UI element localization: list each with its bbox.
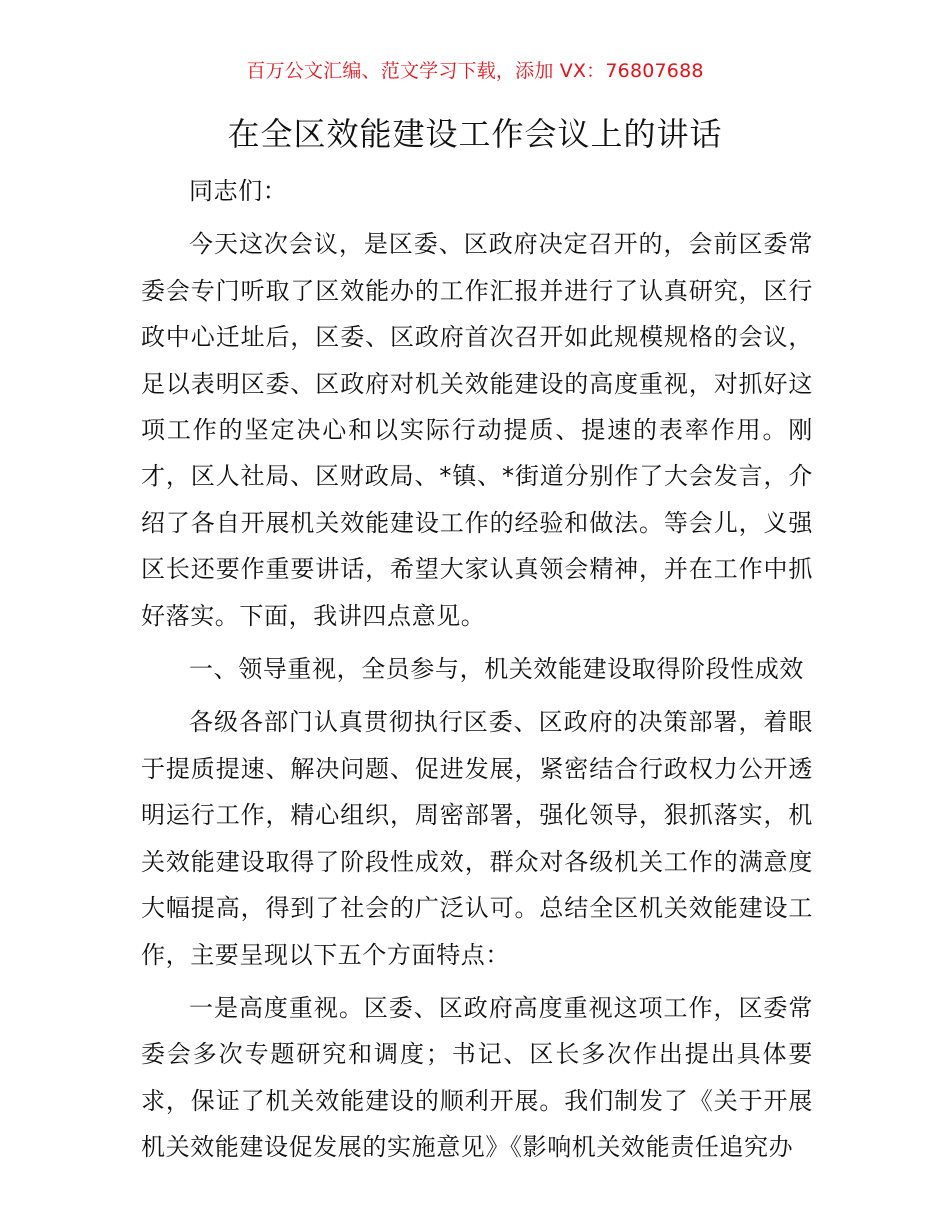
section-heading-1: 一、领导重视，全员参与，机关效能建设取得阶段性成效: [189, 655, 804, 684]
document-title: 在全区效能建设工作会议上的讲话: [227, 115, 723, 153]
paragraph-section-1: 各级各部门认真贯彻执行区委、区政府的决策部署，着眼于提质提速、解决问题、促进发展，紧密结合行政权力公开透明运行工作，精心组织，周密部署，强化领导，狠抓落实，机关效能建设取得了阶段性成效，群众对各级机关工作的满意度大幅提高，得到了社会的广泛认可。总结全区机关效能建设工作，主要呈现以下五个方面特点：: [141, 708, 813, 969]
document-body: [141, 168, 813, 1178]
paragraph-point-1: 一是高度重视。区委、区政府高度重视这项工作，区委常委会多次专题研究和调度；书记、区长多次作出提出具体要求，保证了机关效能建设的顺利开展。我们制发了《关于开展机关效能建设促发展的实施意见》《影响机关效能责任追究办: [141, 993, 813, 1162]
watermark-banner: 百万公文汇编、范文学习下载，添加 VX：76807688: [246, 60, 704, 82]
paragraph-intro: 今天这次会议，是区委、区政府决定召开的，会前区委常委会专门听取了区效能办的工作汇报并进行了认真研究，区行政中心迁址后，区委、区政府首次召开如此规模规格的会议，足以表明区委、区政府对机关效能建设的高度重视，对抓好这项工作的坚定决心和以实际行动提质、提速的表率作用。刚才，区人社局、区财政局、*镇、*街道分别作了大会发言，介绍了各自开展机关效能建设工作的经验和做法。等会儿，义强区长还要作重要讲话，希望大家认真领会精神，并在工作中抓好落实。下面，我讲四点意见。: [141, 230, 813, 630]
salutation: 同志们：: [189, 177, 288, 205]
